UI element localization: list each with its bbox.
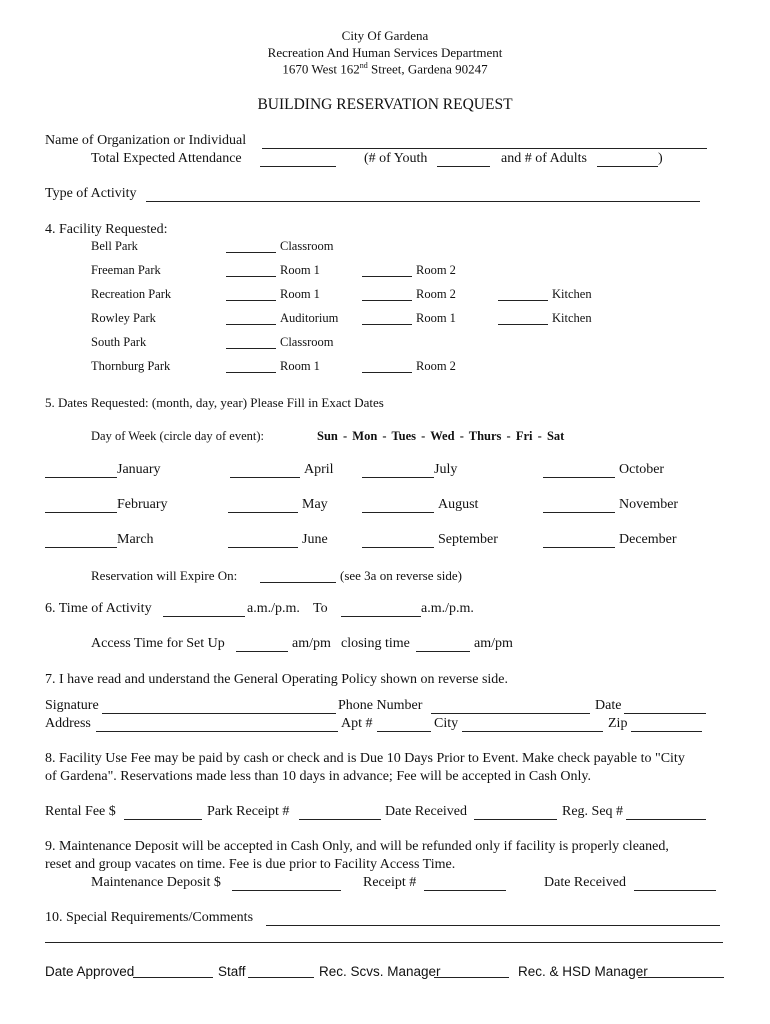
deposit-line2: reset and group vacates on time. Fee is due prior to Facility Access Time. xyxy=(45,857,456,872)
month-may: May xyxy=(302,497,328,512)
rowley-auditorium-field[interactable] xyxy=(226,324,276,325)
hsd-manager-label: Rec. & HSD Manager xyxy=(518,964,648,979)
staff-label: Staff xyxy=(218,964,246,979)
activity-field[interactable] xyxy=(146,201,700,202)
reg-seq-field[interactable] xyxy=(626,819,706,820)
freeman-room2-field[interactable] xyxy=(362,276,412,277)
zip-label: Zip xyxy=(608,716,628,731)
day-sun[interactable]: Sun xyxy=(317,429,338,443)
rowley-room1-field[interactable] xyxy=(362,324,412,325)
day-sep: - xyxy=(421,429,426,443)
bell-classroom-label: Classroom xyxy=(280,239,334,253)
hsd-manager-field[interactable] xyxy=(638,977,724,978)
park-rowley: Rowley Park xyxy=(91,311,156,325)
day-sep: - xyxy=(506,429,511,443)
day-sat[interactable]: Sat xyxy=(546,429,565,443)
expire-label: Reservation will Expire On: xyxy=(91,568,238,583)
month-april: April xyxy=(304,462,334,477)
march-field[interactable] xyxy=(45,547,117,548)
youth-field[interactable] xyxy=(437,166,490,167)
rowley-room1-label: Room 1 xyxy=(416,311,456,325)
address-field[interactable] xyxy=(96,731,338,732)
deposit-date-received-label: Date Received xyxy=(544,875,627,890)
access-ampm: am/pm xyxy=(292,636,331,651)
comments-field-line1[interactable] xyxy=(266,925,720,926)
month-june: June xyxy=(302,532,328,547)
date-approved-label: Date Approved xyxy=(45,964,135,979)
deposit-line1: 9. Maintenance Deposit will be accepted in Cash Only, and will be refunded only if facility is properly cleaned, xyxy=(45,839,669,854)
month-july: July xyxy=(434,462,458,477)
september-field[interactable] xyxy=(362,547,434,548)
rowley-kitchen-label: Kitchen xyxy=(552,311,592,325)
february-field[interactable] xyxy=(45,512,117,513)
time-to: To xyxy=(313,601,328,616)
time-start-ampm: a.m./p.m. xyxy=(247,601,300,616)
rental-fee-label: Rental Fee $ xyxy=(45,804,116,819)
activity-label: Type of Activity xyxy=(45,186,137,201)
fee-date-received-label: Date Received xyxy=(385,804,468,819)
thornburg-room1-label: Room 1 xyxy=(280,359,320,373)
comments-label: 10. Special Requirements/Comments xyxy=(45,910,254,925)
deposit-receipt-field[interactable] xyxy=(424,890,506,891)
address-sup: nd xyxy=(359,61,368,70)
apt-field[interactable] xyxy=(377,731,431,732)
deposit-label: Maintenance Deposit $ xyxy=(91,875,221,890)
date-label: Date xyxy=(595,698,622,713)
time-label: 6. Time of Activity xyxy=(45,601,152,616)
freeman-room1-field[interactable] xyxy=(226,276,276,277)
month-october: October xyxy=(619,462,665,477)
april-field[interactable] xyxy=(230,477,300,478)
deposit-receipt-label: Receipt # xyxy=(363,875,417,890)
park-receipt-field[interactable] xyxy=(299,819,381,820)
park-bell: Bell Park xyxy=(91,239,138,253)
october-field[interactable] xyxy=(543,477,615,478)
attendance-label: Total Expected Attendance xyxy=(91,151,242,166)
thornburg-room2-label: Room 2 xyxy=(416,359,456,373)
fee-date-received-field[interactable] xyxy=(474,819,557,820)
month-september: September xyxy=(438,532,498,547)
day-fri[interactable]: Fri xyxy=(515,429,533,443)
manager-field[interactable] xyxy=(434,977,509,978)
month-january: January xyxy=(117,462,161,477)
recreation-room1-field[interactable] xyxy=(226,300,276,301)
signature-field[interactable] xyxy=(102,713,336,714)
phone-field[interactable] xyxy=(431,713,590,714)
park-freeman: Freeman Park xyxy=(91,263,161,277)
header-city: City Of Gardena xyxy=(341,28,429,43)
day-of-week-options[interactable] xyxy=(317,429,564,444)
form-title: BUILDING RESERVATION REQUEST xyxy=(257,96,513,113)
day-sep: - xyxy=(537,429,542,443)
day-sep: - xyxy=(459,429,464,443)
day-sep: - xyxy=(342,429,348,443)
expire-field[interactable] xyxy=(260,582,336,583)
recreation-kitchen-field[interactable] xyxy=(498,300,548,301)
south-classroom-label: Classroom xyxy=(280,335,334,349)
may-field[interactable] xyxy=(228,512,298,513)
month-february: February xyxy=(117,497,168,512)
recreation-room2-field[interactable] xyxy=(362,300,412,301)
access-label: Access Time for Set Up xyxy=(91,636,225,651)
expire-note: (see 3a on reverse side) xyxy=(340,568,462,583)
june-field[interactable] xyxy=(228,547,298,548)
time-end-field[interactable] xyxy=(341,616,421,617)
rental-fee-field[interactable] xyxy=(124,819,202,820)
address-pre: 1670 West 162 xyxy=(282,61,360,77)
month-december: December xyxy=(619,532,677,547)
day-sep: - xyxy=(382,429,387,443)
july-field[interactable] xyxy=(362,477,434,478)
closing-ampm: am/pm xyxy=(474,636,513,651)
date-field[interactable] xyxy=(624,713,706,714)
address-post: Street, Gardena 90247 xyxy=(367,61,488,77)
freeman-room1-label: Room 1 xyxy=(280,263,320,277)
close-paren: ) xyxy=(658,151,663,166)
header-department: Recreation And Human Services Department xyxy=(267,45,503,60)
rowley-auditorium-label: Auditorium xyxy=(280,311,339,325)
closing-time-field[interactable] xyxy=(416,651,470,652)
attendance-field[interactable] xyxy=(260,166,336,167)
adults-field[interactable] xyxy=(597,166,658,167)
policy-statement: 7. I have read and understand the General Operating Policy shown on reverse side. xyxy=(45,672,509,687)
park-recreation: Recreation Park xyxy=(91,287,172,301)
january-field[interactable] xyxy=(45,477,117,478)
manager-label: Rec. Scvs. Manager xyxy=(319,964,441,979)
reg-seq-label: Reg. Seq # xyxy=(562,804,624,819)
date-approved-field[interactable] xyxy=(133,977,213,978)
comments-field-line2[interactable] xyxy=(45,942,723,943)
time-end-ampm: a.m./p.m. xyxy=(421,601,474,616)
deposit-date-received-field[interactable] xyxy=(634,890,716,891)
day-wed[interactable]: Wed xyxy=(430,429,455,443)
adults-label: and # of Adults xyxy=(501,151,587,166)
recreation-kitchen-label: Kitchen xyxy=(552,287,592,301)
park-south: South Park xyxy=(91,335,147,349)
time-start-field[interactable] xyxy=(163,616,245,617)
apt-label: Apt # xyxy=(341,716,373,731)
thornburg-room1-field[interactable] xyxy=(226,372,276,373)
youth-label: (# of Youth xyxy=(364,151,428,166)
fee-line1: 8. Facility Use Fee may be paid by cash or check and is Due 10 Days Prior to Event. Make check payable to "City xyxy=(45,751,685,766)
day-tues[interactable]: Tues xyxy=(391,429,417,443)
city-field[interactable] xyxy=(462,731,603,732)
day-thurs[interactable]: Thurs xyxy=(468,429,502,443)
org-name-field[interactable] xyxy=(262,148,707,149)
access-time-field[interactable] xyxy=(236,651,288,652)
park-thornburg: Thornburg Park xyxy=(91,359,171,373)
closing-label: closing time xyxy=(341,636,410,651)
month-november: November xyxy=(619,497,679,512)
staff-field[interactable] xyxy=(248,977,314,978)
recreation-room1-label: Room 1 xyxy=(280,287,320,301)
org-name-label: Name of Organization or Individual xyxy=(45,133,247,148)
south-classroom-field[interactable] xyxy=(226,348,276,349)
signature-label: Signature xyxy=(45,698,99,713)
thornburg-room2-field[interactable] xyxy=(362,372,412,373)
header-address xyxy=(0,61,770,77)
november-field[interactable] xyxy=(543,512,615,513)
park-receipt-label: Park Receipt # xyxy=(207,804,290,819)
december-field[interactable] xyxy=(543,547,615,548)
address-label: Address xyxy=(45,716,91,731)
city-label: City xyxy=(434,716,459,731)
bell-classroom-field[interactable] xyxy=(226,252,276,253)
freeman-room2-label: Room 2 xyxy=(416,263,456,277)
august-field[interactable] xyxy=(362,512,434,513)
recreation-room2-label: Room 2 xyxy=(416,287,456,301)
fee-line2: of Gardena". Reservations made less than 10 days in advance; Fee will be accepted in Cash Only. xyxy=(45,769,591,784)
dates-heading: 5. Dates Requested: (month, day, year) Please Fill in Exact Dates xyxy=(45,395,384,410)
month-august: August xyxy=(438,497,479,512)
facility-heading: 4. Facility Requested: xyxy=(45,222,168,237)
zip-field[interactable] xyxy=(631,731,702,732)
dow-label: Day of Week (circle day of event): xyxy=(91,429,264,443)
month-march: March xyxy=(117,532,154,547)
rowley-kitchen-field[interactable] xyxy=(498,324,548,325)
deposit-field[interactable] xyxy=(232,890,341,891)
day-mon[interactable]: Mon xyxy=(352,429,378,443)
phone-label: Phone Number xyxy=(338,698,423,713)
